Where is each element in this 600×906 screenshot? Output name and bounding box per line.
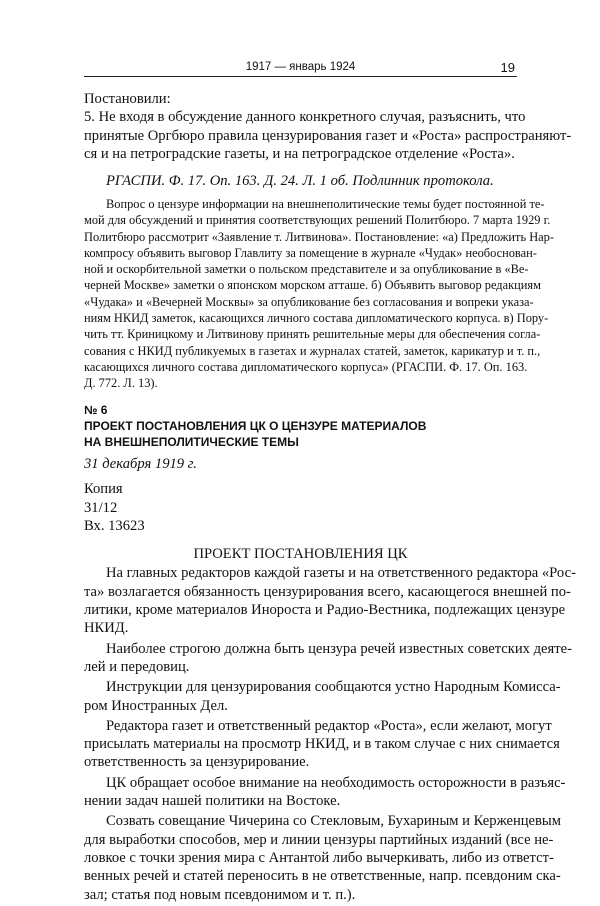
text-line: ответственность за цензурирование. <box>84 754 310 771</box>
text-line: зал; статья под новым псевдонимом и т. п.). <box>84 886 356 903</box>
text-line: На главных редакторов каждой газеты и на ответственного редактора «Рос- <box>106 565 576 582</box>
text-line: сования с НКИД публикуемых в газетах и журналах статей, заметок, карикатур и т. п., <box>84 343 541 358</box>
running-header <box>84 60 517 77</box>
resolution-text <box>84 108 572 163</box>
source-text: РГАСПИ. Ф. 17. Оп. 163. Д. 24. Л. 1 об. Подлинник протокола. <box>106 173 494 189</box>
text-line: лей и передовиц. <box>84 658 190 675</box>
source-citation <box>84 172 517 190</box>
paragraph <box>84 717 560 772</box>
text-line: ной и оскорбительной заметки о польском представителе и за опубликование в «Ве- <box>84 262 529 277</box>
archival-mark: Вх. 13623 <box>84 517 145 534</box>
text-line: литики, кроме материалов Инороста и Радио-Вестника, подлежащих цензуре <box>84 602 566 619</box>
text-line: ром Иностранных Дел. <box>84 697 228 714</box>
paragraph <box>84 678 561 715</box>
document-body <box>84 564 576 903</box>
paragraph <box>84 812 561 903</box>
text-line: ся и на петроградские газеты, и на петроградское отделение «Роста». <box>84 145 515 162</box>
text-line: нении задач нашей политики на Востоке. <box>84 793 341 810</box>
title-line: ПРОЕКТ ПОСТАНОВЛЕНИЯ ЦК О ЦЕНЗУРЕ МАТЕРИАЛОВ <box>84 419 427 433</box>
text-line: та» возлагается обязанность цензурирования всего, касающегося внешней по- <box>84 583 571 600</box>
paragraph <box>84 774 566 811</box>
text-line: ловкое с точки зрения мира с Антантой либо вычеркивать, либо из ответст- <box>84 849 554 866</box>
text-line: компросу объявить выговор Главлиту за помещение в журнале «Чудак» необоснован- <box>84 245 537 260</box>
archival-marks <box>84 480 517 535</box>
text-line: мой для обсуждений и принятия соответствующих решений Политбюро. 7 марта 1929 г. <box>84 213 551 228</box>
resolution-block <box>84 90 572 163</box>
archival-mark: 31/12 <box>84 499 118 516</box>
text-line: Редактора газет и ответственный редактор «Роста», если желают, могут <box>106 717 552 734</box>
text-line: Политбюро рассмотрит «Заявление т. Литвинова». Постановление: «а) Предложить Нар- <box>84 229 554 244</box>
paragraph <box>84 564 576 637</box>
document-header <box>84 402 576 906</box>
text-line: Созвать совещание Чичерина со Стекловым, Бухариным и Керженцевым <box>106 813 561 830</box>
text-line: венных речей и статей переносить в не ответственные, напр. псевдоним ска- <box>84 868 561 885</box>
text-line: «Чудака» и «Вечерней Москвы» за опубликование без согласования и вопреки указа- <box>84 294 534 309</box>
resolution-heading: Постановили: <box>84 91 171 107</box>
text-line: Инструкции для цензурирования сообщаются устно Народным Комисса- <box>106 679 561 696</box>
editorial-note <box>84 196 554 392</box>
document-title <box>84 418 517 450</box>
archival-mark: Копия <box>84 481 123 498</box>
text-line: ЦК обращает особое внимание на необходимость осторожности в разъяс- <box>106 774 566 791</box>
document-heading: ПРОЕКТ ПОСТАНОВЛЕНИЯ ЦК <box>193 546 408 563</box>
text-line: черней Москве» заметки о японском морском атташе. б) Объявить выговор редакциям <box>84 278 541 293</box>
text-line: ниям НКИД заметок, касающихся личного состава дипломатического корпуса. в) Пору- <box>84 311 549 326</box>
text-line: принятые Оргбюро правила цензурирования газет и «Роста» распространяют- <box>84 127 572 144</box>
text-line: Д. 772. Л. 13). <box>84 376 158 391</box>
document-number: № 6 <box>84 403 108 417</box>
paragraph <box>84 640 572 677</box>
text-line: чить тт. Криницкому и Литвинову принять решительные меры для обеспечения согла- <box>84 327 541 342</box>
text-line: Наиболее строгою должна быть цензура речей известных советских деяте- <box>106 640 572 657</box>
text-line: НКИД. <box>84 620 129 637</box>
document-date: 31 декабря 1919 г. <box>84 456 197 472</box>
page-number: 19 <box>500 60 515 75</box>
text-line: присылать материалы на просмотр НКИД, и в таком случае с них снимается <box>84 736 560 753</box>
text-line: 5. Не входя в обсуждение данного конкретного случая, разъяснить, что <box>84 109 526 126</box>
running-title: 1917 — январь 1924 <box>245 61 356 73</box>
text-line: Вопрос о цензуре информации на внешнеполитические темы будет постоянной те- <box>106 197 545 211</box>
title-line: НА ВНЕШНЕПОЛИТИЧЕСКИЕ ТЕМЫ <box>84 435 299 449</box>
text-line: касающихся личного состава дипломатического корпуса» (РГАСПИ. Ф. 17. Оп. 163. <box>84 359 528 374</box>
text-line: для выработки способов, мер и линии цензуры партийных изданий (все не- <box>84 831 554 848</box>
